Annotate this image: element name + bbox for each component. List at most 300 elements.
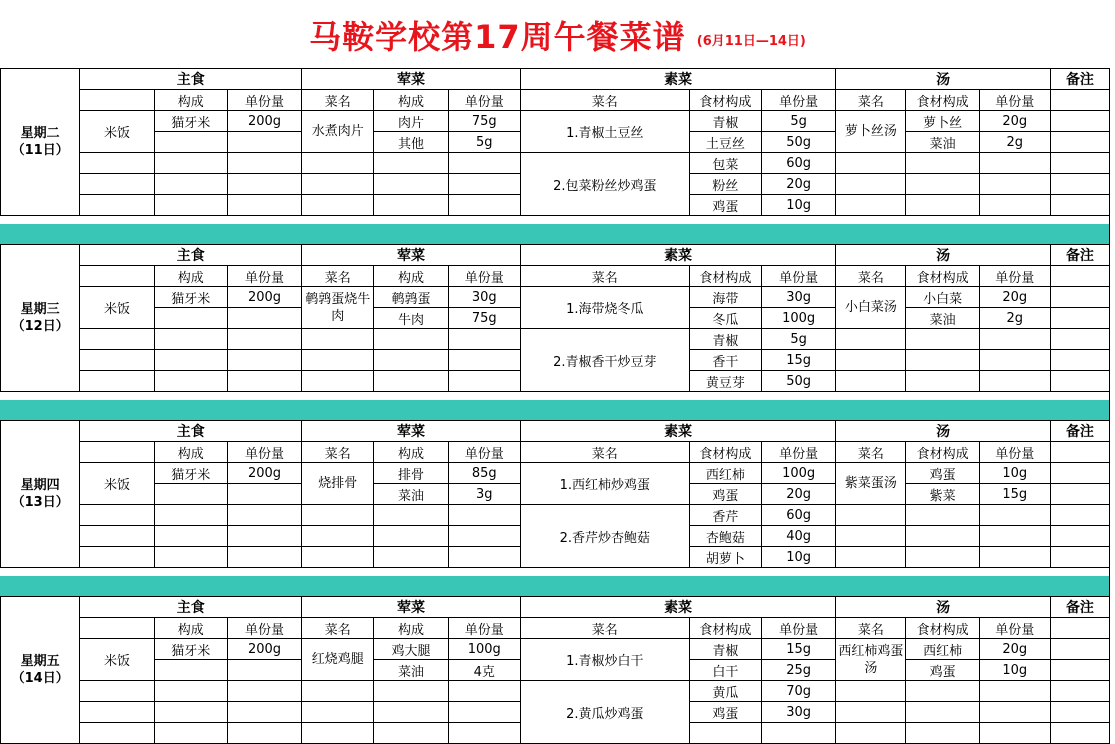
menu-table xyxy=(0,420,1110,568)
table-row xyxy=(1,90,1110,111)
sheet-right-border xyxy=(1109,68,1110,736)
staple-header: 主食 xyxy=(80,421,302,442)
soup-name xyxy=(836,195,906,216)
veg-ingredient: 香芹 xyxy=(689,505,761,526)
notes-cell xyxy=(1050,526,1109,547)
veg-amount: 20g xyxy=(761,174,835,195)
soup-name xyxy=(836,702,906,723)
table-row xyxy=(1,69,1110,90)
notes-cell xyxy=(1050,442,1109,463)
table-row xyxy=(1,597,1110,618)
date: （14日） xyxy=(11,671,69,686)
veg-amount-header: 单份量 xyxy=(761,266,835,287)
veg-amount: 5g xyxy=(761,329,835,350)
soup-amount xyxy=(979,350,1050,371)
staple-amount-header: 单份量 xyxy=(227,618,301,639)
soup-name xyxy=(836,371,906,392)
meat-name xyxy=(302,547,374,568)
meat-comp xyxy=(374,153,448,174)
veg-dish-name: 2.香芹炒杏鲍菇 xyxy=(520,505,689,568)
notes-cell xyxy=(1050,660,1109,681)
meat-name xyxy=(302,526,374,547)
day-block xyxy=(0,68,1110,216)
soup-amount: 10g xyxy=(979,660,1050,681)
staple-comp xyxy=(154,723,227,744)
veg-name-header: 菜名 xyxy=(520,618,689,639)
veg-amount-header: 单份量 xyxy=(761,90,835,111)
soup-amount xyxy=(979,329,1050,350)
staple-amount xyxy=(227,329,301,350)
veg-amount: 5g xyxy=(761,111,835,132)
notes-cell xyxy=(1050,195,1109,216)
meat-comp xyxy=(374,350,448,371)
staple-name xyxy=(80,329,154,350)
soup-header: 汤 xyxy=(836,421,1051,442)
staple-amount xyxy=(227,702,301,723)
meat-name-header: 菜名 xyxy=(302,266,374,287)
staple-name xyxy=(80,371,154,392)
staple-blank-header xyxy=(80,90,154,111)
veg-header: 素菜 xyxy=(520,245,835,266)
table-row xyxy=(1,245,1110,266)
notes-header: 备注 xyxy=(1050,69,1109,90)
staple-amount: 200g xyxy=(227,639,301,660)
staple-amount xyxy=(227,195,301,216)
soup-amount-header: 单份量 xyxy=(979,90,1050,111)
notes-cell xyxy=(1050,463,1109,484)
soup-amount: 20g xyxy=(979,287,1050,308)
soup-name xyxy=(836,153,906,174)
day-label xyxy=(1,421,80,568)
veg-amount: 30g xyxy=(761,702,835,723)
meat-comp: 菜油 xyxy=(374,660,448,681)
veg-name-header: 菜名 xyxy=(520,90,689,111)
veg-ingredient: 冬瓜 xyxy=(689,308,761,329)
veg-amount xyxy=(761,723,835,744)
staple-comp: 猫牙米 xyxy=(154,111,227,132)
veg-ingredient: 杏鲍菇 xyxy=(689,526,761,547)
staple-comp xyxy=(154,174,227,195)
meat-comp: 排骨 xyxy=(374,463,448,484)
soup-ingredient: 萝卜丝 xyxy=(906,111,979,132)
staple-amount-header: 单份量 xyxy=(227,442,301,463)
staple-comp xyxy=(154,681,227,702)
meat-amount xyxy=(448,723,520,744)
soup-ingr-header: 食材构成 xyxy=(906,442,979,463)
staple-name xyxy=(80,547,154,568)
veg-dish-name: 1.西红柿炒鸡蛋 xyxy=(520,463,689,505)
soup-amount: 10g xyxy=(979,463,1050,484)
notes-cell xyxy=(1050,484,1109,505)
table-row xyxy=(1,329,1110,350)
date: （12日） xyxy=(11,319,69,334)
meat-name xyxy=(302,505,374,526)
meat-amount xyxy=(448,350,520,371)
veg-ingredient: 鸡蛋 xyxy=(689,702,761,723)
meat-name-header: 菜名 xyxy=(302,618,374,639)
table-row xyxy=(1,681,1110,702)
notes-cell xyxy=(1050,505,1109,526)
soup-amount xyxy=(979,723,1050,744)
veg-ingredient: 粉丝 xyxy=(689,174,761,195)
meat-name-header: 菜名 xyxy=(302,442,374,463)
staple-amount xyxy=(227,660,301,681)
staple-amount xyxy=(227,174,301,195)
soup-ingredient xyxy=(906,371,979,392)
notes-cell xyxy=(1050,287,1109,308)
meat-amount xyxy=(448,371,520,392)
veg-ingr-header: 食材构成 xyxy=(689,442,761,463)
staple-name xyxy=(80,350,154,371)
day-block xyxy=(0,596,1110,744)
staple-header: 主食 xyxy=(80,597,302,618)
staple-amount xyxy=(227,371,301,392)
soup-name: 小白菜汤 xyxy=(836,287,906,329)
veg-dish-name: 2.青椒香干炒豆芽 xyxy=(520,329,689,392)
meat-amount xyxy=(448,174,520,195)
veg-amount: 20g xyxy=(761,484,835,505)
staple-name xyxy=(80,526,154,547)
staple-comp xyxy=(154,505,227,526)
soup-amount-header: 单份量 xyxy=(979,266,1050,287)
notes-cell xyxy=(1050,547,1109,568)
page-subtitle: (6月11日—14日) xyxy=(696,33,806,49)
meat-amount-header: 单份量 xyxy=(448,90,520,111)
meat-amount xyxy=(448,329,520,350)
meat-name xyxy=(302,153,374,174)
soup-amount-header: 单份量 xyxy=(979,442,1050,463)
veg-ingredient: 海带 xyxy=(689,287,761,308)
menu-table xyxy=(0,68,1110,216)
soup-ingredient: 菜油 xyxy=(906,132,979,153)
meat-amount-header: 单份量 xyxy=(448,266,520,287)
staple-comp-header: 构成 xyxy=(154,618,227,639)
veg-amount-header: 单份量 xyxy=(761,618,835,639)
soup-amount xyxy=(979,371,1050,392)
meat-amount-header: 单份量 xyxy=(448,618,520,639)
notes-cell xyxy=(1050,153,1109,174)
staple-amount xyxy=(227,350,301,371)
staple-amount xyxy=(227,681,301,702)
soup-amount xyxy=(979,681,1050,702)
notes-header: 备注 xyxy=(1050,597,1109,618)
meat-comp: 牛肉 xyxy=(374,308,448,329)
menu-table xyxy=(0,596,1110,744)
staple-comp xyxy=(154,350,227,371)
veg-header: 素菜 xyxy=(520,69,835,90)
meat-comp-header: 构成 xyxy=(374,90,448,111)
soup-name xyxy=(836,526,906,547)
veg-amount: 30g xyxy=(761,287,835,308)
table-row xyxy=(1,442,1110,463)
veg-amount: 100g xyxy=(761,463,835,484)
veg-amount: 50g xyxy=(761,371,835,392)
staple-comp: 猫牙米 xyxy=(154,639,227,660)
soup-amount xyxy=(979,526,1050,547)
meat-header: 荤菜 xyxy=(302,597,521,618)
staple-amount xyxy=(227,153,301,174)
soup-ingredient xyxy=(906,505,979,526)
staple-amount xyxy=(227,132,301,153)
meat-comp xyxy=(374,547,448,568)
table-row xyxy=(1,287,1110,308)
meat-comp: 菜油 xyxy=(374,484,448,505)
page-title: 马鞍学校第17周午餐菜谱 xyxy=(309,18,686,56)
meat-name xyxy=(302,174,374,195)
veg-dish-name: 1.青椒炒白干 xyxy=(520,639,689,681)
soup-header: 汤 xyxy=(836,245,1051,266)
meat-header: 荤菜 xyxy=(302,421,521,442)
soup-ingredient: 紫菜 xyxy=(906,484,979,505)
soup-name-header: 菜名 xyxy=(836,266,906,287)
staple-amount xyxy=(227,484,301,505)
veg-name-header: 菜名 xyxy=(520,266,689,287)
meat-amount: 75g xyxy=(448,308,520,329)
soup-name xyxy=(836,174,906,195)
staple-amount-header: 单份量 xyxy=(227,90,301,111)
soup-amount xyxy=(979,702,1050,723)
table-row xyxy=(1,421,1110,442)
soup-ingredient xyxy=(906,153,979,174)
meat-amount xyxy=(448,702,520,723)
meat-comp xyxy=(374,723,448,744)
soup-ingredient xyxy=(906,350,979,371)
veg-ingr-header: 食材构成 xyxy=(689,90,761,111)
meat-name xyxy=(302,195,374,216)
staple-amount xyxy=(227,547,301,568)
notes-cell xyxy=(1050,132,1109,153)
meat-name: 鹌鹑蛋烧牛肉 xyxy=(302,287,374,329)
notes-cell xyxy=(1050,681,1109,702)
veg-ingredient: 黄瓜 xyxy=(689,681,761,702)
veg-name-header: 菜名 xyxy=(520,442,689,463)
staple-name xyxy=(80,195,154,216)
separator-band xyxy=(0,576,1110,596)
meat-amount: 30g xyxy=(448,287,520,308)
staple-name xyxy=(80,505,154,526)
meat-amount: 85g xyxy=(448,463,520,484)
staple-blank-header xyxy=(80,266,154,287)
meat-comp xyxy=(374,702,448,723)
veg-amount: 50g xyxy=(761,132,835,153)
meat-comp xyxy=(374,174,448,195)
notes-cell xyxy=(1050,702,1109,723)
soup-ingredient: 菜油 xyxy=(906,308,979,329)
table-row xyxy=(1,618,1110,639)
meat-comp: 肉片 xyxy=(374,111,448,132)
staple-comp xyxy=(154,547,227,568)
veg-ingredient: 鸡蛋 xyxy=(689,484,761,505)
soup-name xyxy=(836,681,906,702)
day-block xyxy=(0,244,1110,392)
weekday: 星期二 xyxy=(20,126,60,141)
table-row xyxy=(1,639,1110,660)
meat-name xyxy=(302,723,374,744)
soup-ingredient xyxy=(906,723,979,744)
staple-amount xyxy=(227,308,301,329)
soup-amount xyxy=(979,547,1050,568)
staple-comp-header: 构成 xyxy=(154,442,227,463)
staple-comp xyxy=(154,371,227,392)
veg-dish-name: 2.黄瓜炒鸡蛋 xyxy=(520,681,689,744)
staple-comp xyxy=(154,153,227,174)
meat-name xyxy=(302,350,374,371)
staple-header: 主食 xyxy=(80,69,302,90)
meat-name: 红烧鸡腿 xyxy=(302,639,374,681)
veg-ingredient: 土豆丝 xyxy=(689,132,761,153)
veg-amount: 15g xyxy=(761,639,835,660)
soup-name xyxy=(836,505,906,526)
table-row xyxy=(1,266,1110,287)
staple-name: 米饭 xyxy=(80,111,154,153)
notes-cell xyxy=(1050,111,1109,132)
meat-name: 水煮肉片 xyxy=(302,111,374,153)
staple-header: 主食 xyxy=(80,245,302,266)
veg-ingredient: 黄豆芽 xyxy=(689,371,761,392)
soup-header: 汤 xyxy=(836,69,1051,90)
soup-amount: 15g xyxy=(979,484,1050,505)
meat-name xyxy=(302,702,374,723)
veg-ingredient xyxy=(689,723,761,744)
veg-ingredient: 青椒 xyxy=(689,111,761,132)
veg-amount: 60g xyxy=(761,153,835,174)
veg-ingredient: 包菜 xyxy=(689,153,761,174)
notes-cell xyxy=(1050,266,1109,287)
veg-amount: 70g xyxy=(761,681,835,702)
veg-ingredient: 青椒 xyxy=(689,329,761,350)
notes-cell xyxy=(1050,618,1109,639)
staple-amount xyxy=(227,505,301,526)
staple-comp: 猫牙米 xyxy=(154,287,227,308)
staple-amount xyxy=(227,526,301,547)
soup-amount: 20g xyxy=(979,639,1050,660)
weekday: 星期五 xyxy=(20,654,60,669)
table-row xyxy=(1,153,1110,174)
meat-amount: 100g xyxy=(448,639,520,660)
soup-amount: 2g xyxy=(979,308,1050,329)
meat-comp xyxy=(374,526,448,547)
meat-comp: 鹌鹑蛋 xyxy=(374,287,448,308)
soup-ingredient xyxy=(906,681,979,702)
meat-name xyxy=(302,329,374,350)
day-label xyxy=(1,69,80,216)
staple-amount: 200g xyxy=(227,111,301,132)
meat-amount xyxy=(448,547,520,568)
day-block xyxy=(0,420,1110,568)
soup-ingredient: 西红柿 xyxy=(906,639,979,660)
notes-header: 备注 xyxy=(1050,245,1109,266)
table-row xyxy=(1,505,1110,526)
meat-comp xyxy=(374,505,448,526)
staple-amount-header: 单份量 xyxy=(227,266,301,287)
meat-amount xyxy=(448,195,520,216)
veg-header: 素菜 xyxy=(520,421,835,442)
meat-name xyxy=(302,681,374,702)
staple-comp-header: 构成 xyxy=(154,266,227,287)
meat-comp: 其他 xyxy=(374,132,448,153)
soup-ingredient: 小白菜 xyxy=(906,287,979,308)
soup-header: 汤 xyxy=(836,597,1051,618)
veg-amount: 10g xyxy=(761,547,835,568)
staple-name: 米饭 xyxy=(80,463,154,505)
staple-name xyxy=(80,681,154,702)
veg-ingredient: 胡萝卜 xyxy=(689,547,761,568)
soup-ingredient xyxy=(906,547,979,568)
soup-name: 西红柿鸡蛋汤 xyxy=(836,639,906,681)
veg-amount: 15g xyxy=(761,350,835,371)
staple-comp xyxy=(154,660,227,681)
soup-amount xyxy=(979,505,1050,526)
soup-name-header: 菜名 xyxy=(836,442,906,463)
veg-ingredient: 鸡蛋 xyxy=(689,195,761,216)
staple-comp xyxy=(154,132,227,153)
notes-cell xyxy=(1050,174,1109,195)
staple-comp-header: 构成 xyxy=(154,90,227,111)
meat-amount: 75g xyxy=(448,111,520,132)
staple-blank-header xyxy=(80,618,154,639)
meat-comp-header: 构成 xyxy=(374,618,448,639)
veg-ingr-header: 食材构成 xyxy=(689,266,761,287)
soup-ingredient xyxy=(906,329,979,350)
staple-amount xyxy=(227,723,301,744)
staple-name xyxy=(80,702,154,723)
staple-name xyxy=(80,723,154,744)
soup-amount: 2g xyxy=(979,132,1050,153)
soup-ingredient: 鸡蛋 xyxy=(906,660,979,681)
menu-table xyxy=(0,244,1110,392)
soup-name xyxy=(836,723,906,744)
staple-amount: 200g xyxy=(227,287,301,308)
meat-amount xyxy=(448,526,520,547)
veg-amount-header: 单份量 xyxy=(761,442,835,463)
soup-ingr-header: 食材构成 xyxy=(906,618,979,639)
notes-cell xyxy=(1050,639,1109,660)
staple-name: 米饭 xyxy=(80,639,154,681)
notes-cell xyxy=(1050,308,1109,329)
veg-ingredient: 西红柿 xyxy=(689,463,761,484)
staple-comp xyxy=(154,526,227,547)
soup-name-header: 菜名 xyxy=(836,90,906,111)
veg-amount: 25g xyxy=(761,660,835,681)
date: （11日） xyxy=(11,143,69,158)
soup-name xyxy=(836,350,906,371)
soup-ingr-header: 食材构成 xyxy=(906,266,979,287)
meat-comp-header: 构成 xyxy=(374,266,448,287)
date: （13日） xyxy=(11,495,69,510)
notes-cell xyxy=(1050,371,1109,392)
soup-amount xyxy=(979,153,1050,174)
veg-ingredient: 白干 xyxy=(689,660,761,681)
veg-amount: 100g xyxy=(761,308,835,329)
staple-comp xyxy=(154,484,227,505)
notes-cell xyxy=(1050,350,1109,371)
staple-comp xyxy=(154,308,227,329)
soup-name: 萝卜丝汤 xyxy=(836,111,906,153)
notes-cell xyxy=(1050,90,1109,111)
staple-name xyxy=(80,153,154,174)
meat-amount: 5g xyxy=(448,132,520,153)
veg-dish-name: 1.海带烧冬瓜 xyxy=(520,287,689,329)
separator-band xyxy=(0,400,1110,420)
meat-comp-header: 构成 xyxy=(374,442,448,463)
veg-header: 素菜 xyxy=(520,597,835,618)
staple-name xyxy=(80,174,154,195)
veg-dish-name: 2.包菜粉丝炒鸡蛋 xyxy=(520,153,689,216)
weekday: 星期四 xyxy=(20,478,60,493)
meat-header: 荤菜 xyxy=(302,69,521,90)
veg-amount: 10g xyxy=(761,195,835,216)
meat-amount: 3g xyxy=(448,484,520,505)
